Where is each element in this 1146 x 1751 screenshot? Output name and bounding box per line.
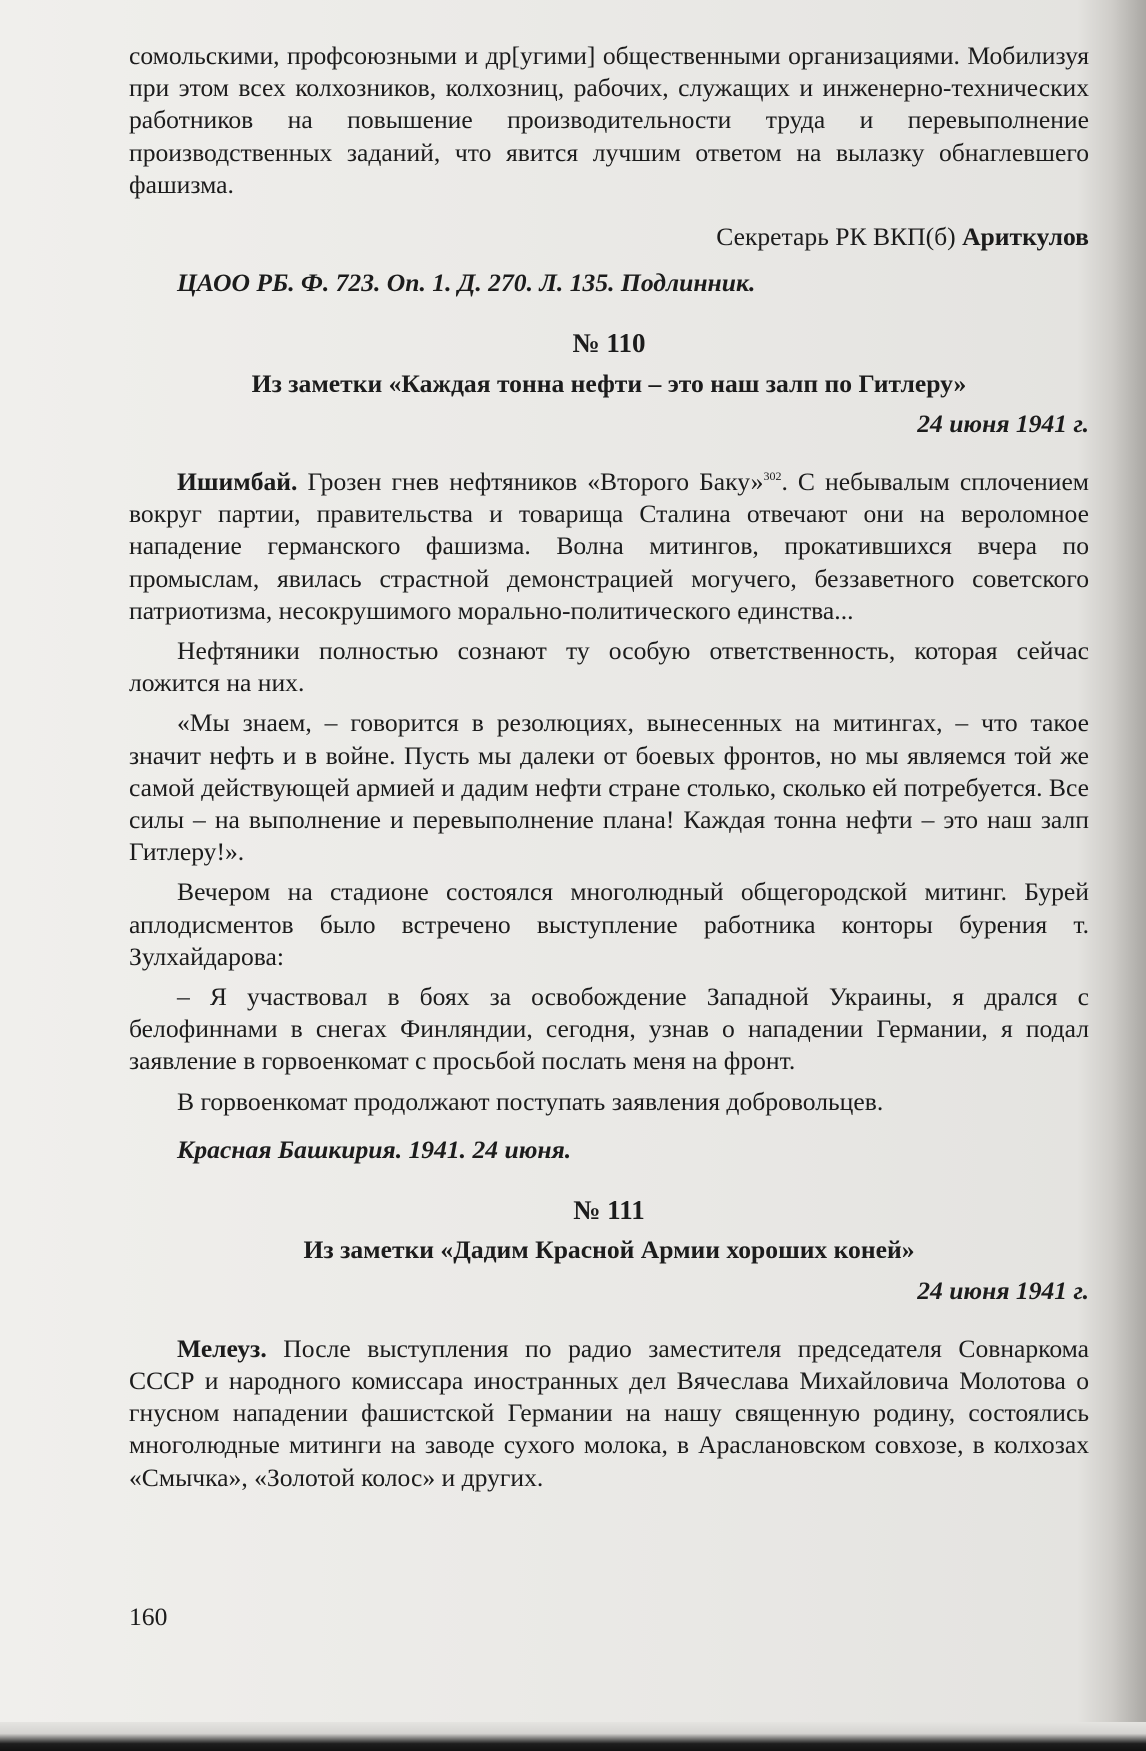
document-title-111: Из заметки «Дадим Красной Армии хороших коней»	[303, 1235, 915, 1265]
paragraph-110-6: В горвоенкомат продолжают поступать заявления добровольцев.	[177, 1086, 884, 1116]
paragraph-110-2: Нефтяники полностью сознают ту особую ответственность, которая сейчас ложится на них.	[129, 636, 1089, 698]
paragraph-110-1-text-b: . С небывалым сплочением вокруг партии, правительства и товарища Сталина отвечают они на вероломное нападение германского фашизма. Волна митингов, прокатившихся вчера по промыслам, явилась страстной демонстрацией могучего, беззаветного советского патриотизма, несокрушимого морально-политического единства...	[129, 467, 1090, 625]
paragraph-110-1-text-a: Грозен гнев нефтяников «Второго Баку»	[307, 467, 764, 497]
document-date-110: 24 июня 1941 г.	[917, 408, 1089, 438]
page-content	[129, 40, 1089, 1494]
document-date-111: 24 июня 1941 г.	[917, 1275, 1089, 1305]
signature-name: Ариткулов	[962, 222, 1089, 252]
signature-role: Секретарь РК ВКП(б)	[716, 222, 956, 252]
page-number: 160	[129, 1602, 168, 1631]
document-number-110: № 110	[572, 328, 646, 359]
paragraph-110-4: Вечером на стадионе состоялся многолюдный общегородской митинг. Бурей аплодисментов было встречено выступление работника конторы бурения т. Зулхайдарова:	[129, 877, 1089, 971]
paragraph-110-5: – Я участвовал в боях за освобождение Западной Украины, я дрался с белофиннами в снегах Финляндии, сегодня, узнав о нападении Германии, я подал заявление в горвоенкомат с просьбой послать меня на фронт.	[129, 982, 1089, 1076]
archive-source: ЦАОО РБ. Ф. 723. Оп. 1. Д. 270. Л. 135. Подлинник.	[177, 268, 756, 298]
newspaper-source: Красная Башкирия. 1941. 24 июня.	[177, 1134, 572, 1164]
signature-line	[129, 221, 1089, 253]
paragraph-110-1	[129, 466, 1089, 627]
paragraph-111-1	[129, 1333, 1089, 1494]
document-title-110: Из заметки «Каждая тонна нефти – это наш залп по Гитлеру»	[251, 368, 967, 398]
document-number-111: № 111	[573, 1195, 645, 1226]
continued-paragraph: сомольскими, профсоюзными и др[угими] общественными организациями. Мобилизуя при этом всех колхозников, колхозниц, рабочих, служащих и инженерно-технических работников на повышение производительности труда и перевыполнение производственных заданий, что явится лучшим ответом на вылазку обнаглевшего фашизма.	[129, 41, 1089, 199]
footnote-marker: 302	[763, 469, 782, 484]
page-bottom-edge	[0, 1722, 1146, 1751]
place-meleuz: Мелеуз.	[177, 1333, 267, 1363]
place-ishimbay: Ишимбай.	[177, 467, 298, 497]
paragraph-110-3: «Мы знаем, – говорится в резолюциях, вынесенных на митингах, – что такое значит нефть и в войне. Пусть мы далеки от боевых фронтов, но мы являемся той же самой действующей армией и дадим нефти стране столько, сколько ей потребуется. Все силы – на выполнение и перевыполнение плана! Каждая тонна нефти – это наш залп Гитлеру!».	[129, 708, 1089, 867]
paragraph-111-1-text: После выступления по радио заместителя председателя Совнаркома СССР и народного комиссара иностранных дел Вячеслава Михайловича Молотова о гнусном нападении фашистской Германии на нашу священную родину, состоялись многолюдные митинги на заводе сухого молока, в Араслановском совхозе, в колхозах «Смычка», «Золотой колос» и других.	[129, 1333, 1090, 1492]
